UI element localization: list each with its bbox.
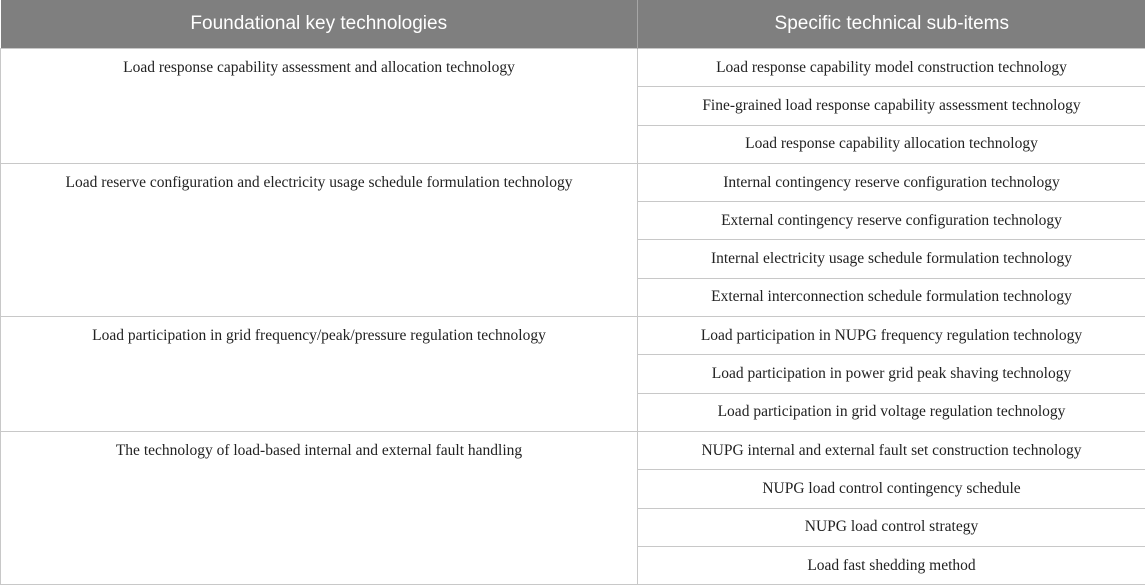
sub-item-cell: External contingency reserve configuration technology bbox=[638, 202, 1145, 240]
table-row bbox=[1, 317, 1145, 355]
sub-item-cell: NUPG load control strategy bbox=[638, 508, 1145, 546]
sub-item-cell: NUPG internal and external fault set construction technology bbox=[638, 431, 1145, 469]
sub-item-cell: Load response capability model construction technology bbox=[638, 49, 1145, 87]
sub-item-cell: Load response capability allocation technology bbox=[638, 125, 1145, 163]
sub-item-cell: External interconnection schedule formulation technology bbox=[638, 278, 1145, 316]
key-technology-cell: Load participation in grid frequency/peak/pressure regulation technology bbox=[1, 317, 638, 432]
header-specific-technical-sub-items: Specific technical sub-items bbox=[638, 0, 1145, 49]
sub-item-cell: Internal electricity usage schedule formulation technology bbox=[638, 240, 1145, 278]
key-technology-cell: Load reserve configuration and electricity usage schedule formulation technology bbox=[1, 163, 638, 316]
header-row bbox=[1, 0, 1145, 49]
sub-item-cell: NUPG load control contingency schedule bbox=[638, 470, 1145, 508]
table-row bbox=[1, 431, 1145, 469]
sub-item-cell: Load participation in power grid peak shaving technology bbox=[638, 355, 1145, 393]
table-row bbox=[1, 49, 1145, 87]
sub-item-cell: Load participation in grid voltage regulation technology bbox=[638, 393, 1145, 431]
sub-item-cell: Internal contingency reserve configuration technology bbox=[638, 163, 1145, 201]
header-foundational-key-technologies: Foundational key technologies bbox=[1, 0, 638, 49]
key-technology-cell: Load response capability assessment and allocation technology bbox=[1, 49, 638, 164]
key-technology-cell: The technology of load-based internal and external fault handling bbox=[1, 431, 638, 584]
sub-item-cell: Load participation in NUPG frequency regulation technology bbox=[638, 317, 1145, 355]
sub-item-cell: Load fast shedding method bbox=[638, 546, 1145, 584]
sub-item-cell: Fine-grained load response capability assessment technology bbox=[638, 87, 1145, 125]
table-row bbox=[1, 163, 1145, 201]
